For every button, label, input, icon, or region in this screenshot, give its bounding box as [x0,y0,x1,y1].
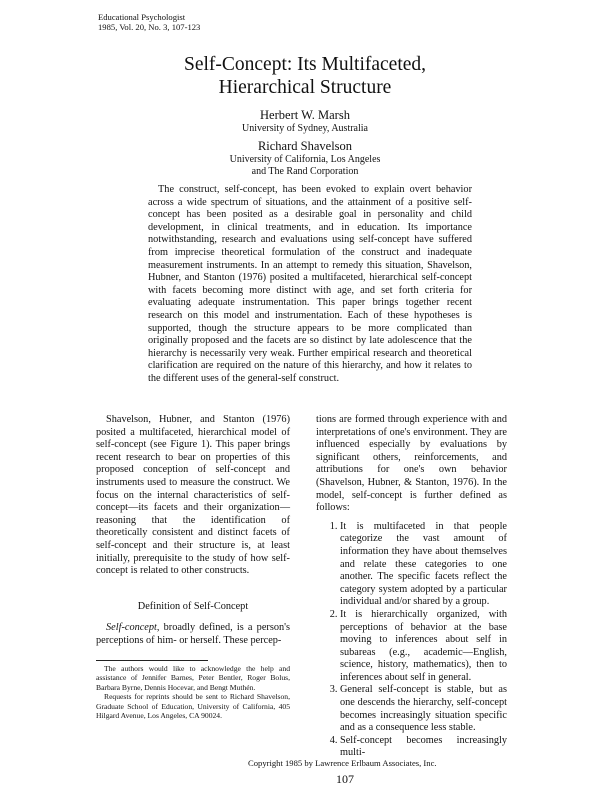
list-item: 3. General self-concept is stable, but as one descends the hierarchy, self-concept becomes increasingly situation specific and as a consequence less stable. [340,684,507,734]
footnote-acknowledgment: The authors would like to acknowledge the help and assistance of Jennifer Barnes, Peter Bentler, Roger Bolus, Barbara Byrne, Dennis Hocevar, and Bengt Muthén. [96,664,290,692]
copyright-notice: Copyright 1985 by Lawrence Erlbaum Associates, Inc. [248,758,437,768]
list-item: 4. Self-concept becomes increasingly multi- [340,735,507,760]
author-name: Richard Shavelson [257,139,353,153]
footnote-reprints: Requests for reprints should be sent to Richard Shavelson, Graduate School of Education, University of California, 405 Hilgard Avenue, Los Angeles, CA 90024. [96,692,290,721]
definition-text: , broadly defined, is a person's perceptions of him- or herself. These percep- [96,622,290,646]
author-affiliation: and The Rand Corporation [251,166,359,177]
title-line-1: Self-Concept: Its Multifaceted, [183,54,427,75]
footnote-rule [96,660,208,661]
right-column [316,414,507,760]
definition-list [316,521,507,760]
author-name: Herbert W. Marsh [260,108,350,122]
page-number: 107 [336,772,354,786]
journal-citation: 1985, Vol. 20, No. 3, 107-123 [98,22,201,32]
section-heading: Definition of Self-Concept [137,601,249,612]
author-affiliation: University of Sydney, Australia [241,123,368,134]
article-title [0,53,610,99]
continued-paragraph: tions are formed through experience with and interpretations of one's environment. They are influenced especially by evaluations by significant others, reinforcements, and attributions for one's own behavior (Shavelson, Hubner, & Stanton, 1976). In the model, self-concept is further defined as follows: [316,414,507,514]
definition-term: Self-concept [106,622,157,633]
abstract: The construct, self-concept, has been evoked to explain overt behavior across a wide spectrum of situations, and the attainment of a positive self-concept has been posited as a desirable goal in personality and child development, in clinical treatments, and in education. Its importance notwithstanding, research and evaluations using self-concept have suffered from imprecise theoretical formulation of the construct and inadequate measurement instruments. In an attempt to remedy this situation, Shavelson, Hubner, and Stanton (1976) posited a multifaceted, hierarchical self-concept with facets becoming more distinct with age, and set forth criteria for evaluating adequate instrumentation. This paper brings together recent research on this model and instrumentation. Each of these hypotheses is supported, though the structure appears to be more complicated than originally proposed and the facets are so distinct by late adolescence that the hierarchy is necessarily very weak. Further empirical research and theoretical clarification are required on the nature of this hierarchy, and how it relates to the different uses of the general-self construct. [148,184,472,384]
footnotes [96,664,290,720]
list-item: 2. It is hierarchically organized, with perceptions of behavior at the base moving to inferences about self in subareas (e.g., academic—English, science, history, mathematics), then to inferences about self in general. [340,609,507,685]
intro-paragraph: Shavelson, Hubner, and Stanton (1976) posited a multifaceted, hierarchical model of self-concept (see Figure 1). This paper brings recent research to bear on properties of this proposed conception of self-concept and instruments used to measure the construct. We focus on the internal characteristics of self-concept—its facets and their organization—reasoning that the identification of theoretically consistent and distinct facets of self-concept and their structure is, at least initially, prerequisite to the study of how self-concept is related to other constructs. [96,414,290,577]
title-line-2: Hierarchical Structure [218,77,392,98]
journal-header [98,12,200,32]
definition-paragraph [96,622,290,647]
journal-name: Educational Psychologist [98,12,186,22]
author-affiliation: University of California, Los Angeles [229,154,381,165]
list-item: 1. It is multifaceted in that people categorize the vast amount of information they have about themselves and relate these categories to one another. The specific facets reflect the category system adopted by a particular individual and/or shared by a group. [340,521,507,609]
